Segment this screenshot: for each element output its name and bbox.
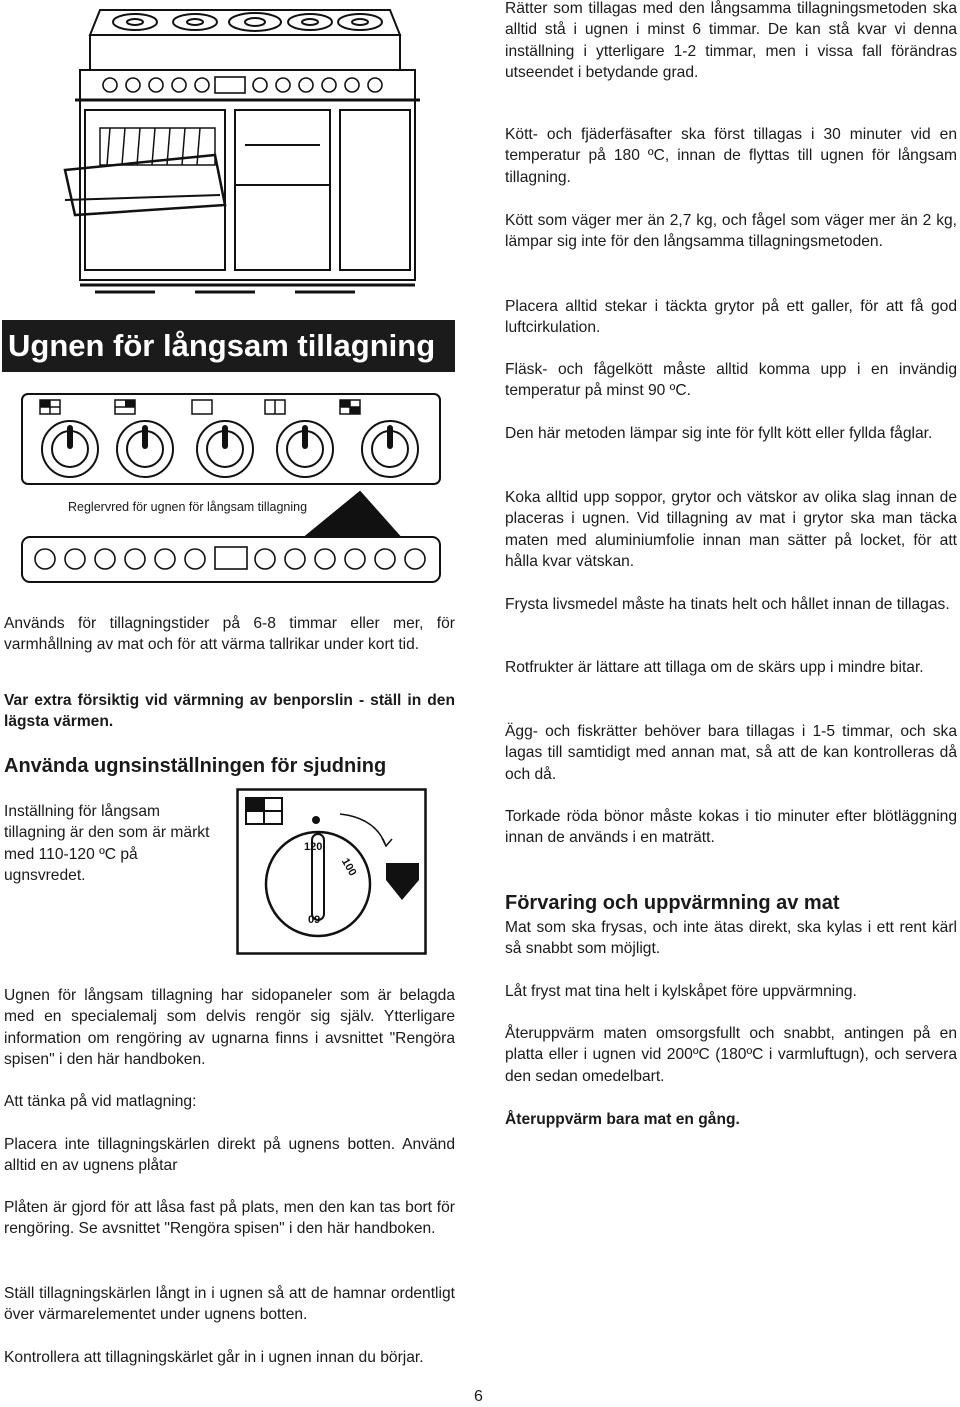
control-panel-caption: Reglervred för ugnen för långsam tillagning	[68, 500, 308, 514]
dial-label-bottom: 09	[308, 914, 321, 926]
dial-label-top: 120	[304, 841, 323, 853]
right-paragraph-8: Frysta livsmedel måste ha tinats helt och hållet innan de tillagas.	[505, 596, 950, 613]
right-paragraph-6: Den här metoden lämpar sig inte för fyllt kött eller fyllda fåglar.	[505, 425, 933, 442]
left-paragraph-6: Plåten är gjord för att låsa fast på plats, men den kan tas bort för rengöring. Se avsnittet "Rengöra spisen" i den här handboken.	[4, 1199, 455, 1238]
left-paragraph-4: Att tänka på vid matlagning:	[4, 1093, 197, 1110]
dial-label-right: 100	[338, 856, 359, 879]
left-heading: Använda ugnsinställningen för sjudning	[4, 755, 387, 777]
section-banner-title: Ugnen för långsam tillagning	[2, 320, 455, 372]
left-paragraph-3: Ugnen för långsam tillagning har sidopaneler som är belagda med en specialemalj som delvis rengör sig själv. Ytterligare information om rengöring av ugnarna finns i avsnittet "Rengöra spisen" i den här handboken.	[4, 987, 455, 1068]
right-paragraph-4: Placera alltid stekar i täckta grytor på ett galler, för att få god luftcirkulation.	[505, 298, 957, 337]
right-paragraph-12: Mat som ska frysas, och inte ätas direkt, ska kylas i ett rent kärl så snabbt som möjligt.	[505, 919, 957, 958]
right-paragraph-11: Torkade röda bönor måste kokas i tio minuter efter blötläggning innan de används i en maträtt.	[505, 808, 957, 847]
left-paragraph-7: Ställ tillagningskärlen långt in i ugnen så att de hamnar ordentligt över värmarelementet under ugnens botten.	[4, 1285, 455, 1324]
right-paragraph-1: Rätter som tillagas med den långsamma tillagningsmetoden ska alltid stå i ugnen i minst 6 timmar. De kan stå kvar vi denna inställning i ytterligare 1-2 timmar, men i vissa fall förändras utseendet i betydande grad.	[505, 0, 957, 81]
dial-setting-text: Inställning för långsam tillagning är den som är märkt med 110-120 ºC på ugnsvredet.	[4, 803, 210, 884]
left-paragraph-5: Placera inte tillagningskärlen direkt på ugnens botten. Använd alltid en av ugnens plåtar	[4, 1136, 455, 1175]
right-paragraph-14: Återuppvärm maten omsorgsfullt och snabbt, antingen på en platta eller i ugnen vid 200ºC (180ºC i varmluftugn), och servera den sedan omedelbart.	[505, 1025, 957, 1085]
right-paragraph-15: Återuppvärm bara mat en gång.	[505, 1111, 740, 1128]
control-panel-illustration	[20, 392, 445, 592]
right-heading: Förvaring och uppvärmning av mat	[505, 892, 840, 914]
right-paragraph-9: Rotfrukter är lättare att tillaga om de skärs upp i mindre bitar.	[505, 659, 924, 676]
right-paragraph-5: Fläsk- och fågelkött måste alltid komma upp i en invändig temperatur på minst 90 ºC.	[505, 361, 957, 400]
right-paragraph-3: Kött som väger mer än 2,7 kg, och fågel som väger mer än 2 kg, lämpar sig inte för den långsamma tillagningsmetoden.	[505, 212, 957, 251]
page-number: 6	[474, 1388, 483, 1405]
right-paragraph-7: Koka alltid upp soppor, grytor och vätskor av olika slag innan de placeras i ugnen. Vid tillagning av mat i grytor ska man täcka maten med aluminiumfolie innan man sätter på locket, för att hålla kvar vätskan.	[505, 489, 957, 570]
right-paragraph-2: Kött- och fjäderfäsafter ska först tillagas i 30 minuter vid en temperatur på 180 ºC, innan de flyttas till ugnen för långsam tillagning.	[505, 126, 957, 186]
right-paragraph-10: Ägg- och fiskrätter behöver bara tillagas i 1-5 timmar, och ska lagas till samtidigt med annan mat, så att de kan kontrolleras då och då.	[505, 723, 957, 783]
dial-detail-illustration	[236, 788, 428, 956]
range-cooker-illustration	[55, 0, 440, 300]
left-paragraph-8: Kontrollera att tillagningskärlet går in i ugnen innan du börjar.	[4, 1349, 424, 1366]
right-paragraph-13: Låt fryst mat tina helt i kylskåpet före uppvärmning.	[505, 983, 857, 1000]
left-paragraph-2: Var extra försiktig vid värmning av benporslin - ställ in den lägsta värmen.	[4, 692, 455, 731]
left-paragraph-1: Används för tillagningstider på 6-8 timmar eller mer, för varmhållning av mat och för att värma tallrikar under kort tid.	[4, 615, 455, 654]
